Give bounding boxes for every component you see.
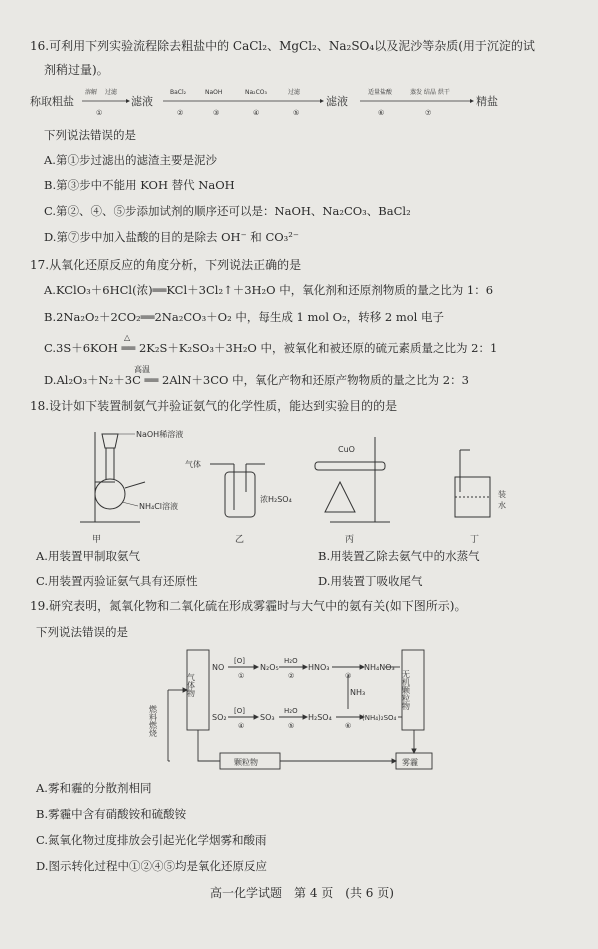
q19-option-d: D.图示转化过程中①②④⑤均是氧化还原反应 xyxy=(36,859,267,873)
flow-mid1: 滤液 xyxy=(131,95,153,108)
label-jia: 甲 xyxy=(92,535,102,545)
node-hno3: HNO₃ xyxy=(308,663,330,672)
q17-option-a: A.KClO₃＋6HCl(浓)══KCl＋3Cl₂↑＋3H₂O 中，氧化剂和还原剂物质的量之比为 1：6 xyxy=(44,283,494,297)
node-so2: SO₂ xyxy=(212,713,227,722)
flow-start: 称取粗盐 xyxy=(30,95,74,108)
q18-option-c: C.用装置丙验证氨气具有还原性 xyxy=(36,574,198,588)
flow-r2: BaCl₂ xyxy=(170,89,187,96)
flow-n2: ② xyxy=(177,109,184,117)
label-yi: 乙 xyxy=(235,535,245,545)
flow-n3: ③ xyxy=(213,109,220,117)
label-gas: 气体 xyxy=(185,460,201,469)
q18-apparatus-figure xyxy=(60,422,520,547)
row1-n1: ① xyxy=(238,672,245,680)
label-h2so4: 浓H₂SO₄ xyxy=(260,495,292,504)
label-water2: 水 xyxy=(498,501,506,510)
gas-box-label: 气体物 xyxy=(186,673,196,697)
q19-option-b: B.雾霾中含有硝酸铵和硫酸铵 xyxy=(36,807,187,821)
inorganic-particle-label: 无机颗粒物 xyxy=(401,670,411,710)
label-water1: 装 xyxy=(498,490,506,499)
label-bing: 丙 xyxy=(345,535,355,545)
haze-label: 雾霾 xyxy=(402,758,418,767)
q17-c-condition: △ xyxy=(124,333,131,342)
node-n2o5: N₂O₅ xyxy=(260,663,279,672)
row1-h2o: H₂O xyxy=(284,657,298,665)
q19-prompt: 下列说法错误的是 xyxy=(36,625,128,639)
fuel-combustion-label: 燃料燃烧 xyxy=(148,705,158,737)
q19-stem: 19.研究表明，氮氧化物和二氧化硫在形成雾霾时与大气中的氨有关(如下图所示)。 xyxy=(30,599,467,613)
label-nh4cl: NH₄Cl溶液 xyxy=(139,502,179,511)
node-nh3: NH₃ xyxy=(350,688,366,697)
row2-ox: [O] xyxy=(234,707,245,715)
q16-stem-line1: 16.可利用下列实验流程除去粗盐中的 CaCl₂、MgCl₂、Na₂SO₄以及泥沙等杂质(用于沉淀的试 xyxy=(30,39,535,53)
q18-stem: 18.设计如下装置制氨气并验证氨气的化学性质，能达到实验目的的是 xyxy=(30,399,398,413)
node-nh42so4: (NH₄)₂SO₄ xyxy=(362,714,397,722)
flow-r7: 蒸发 结晶 烘干 xyxy=(410,89,450,96)
q16-option-b: B.第③步中不能用 KOH 替代 NaOH xyxy=(44,178,235,192)
node-h2so4: H₂SO₄ xyxy=(308,713,332,722)
flow-r5: 过滤 xyxy=(288,89,301,96)
label-cuo: CuO xyxy=(338,445,355,454)
label-naoh: NaOH稀溶液 xyxy=(136,430,184,439)
q19-haze-diagram xyxy=(150,645,440,775)
flow-r6: 适量盐酸 xyxy=(368,89,393,96)
row2-n4: ④ xyxy=(238,722,245,730)
q17-option-d: D.Al₂O₃＋N₂＋3C ══ 2AlN＋3CO 中，氧化产物和还原产物物质的量之比为 2：3 xyxy=(44,373,469,387)
flow-end: 精盐 xyxy=(476,95,498,108)
row1-n3: ③ xyxy=(345,672,352,680)
q16-flow-diagram xyxy=(30,84,510,120)
q17-d-condition: 高温 xyxy=(134,365,150,374)
q18-option-a: A.用装置甲制取氨气 xyxy=(36,549,140,563)
label-ding: 丁 xyxy=(470,535,480,545)
q19-option-c: C.氮氧化物过度排放会引起光化学烟雾和酸雨 xyxy=(36,833,267,847)
q16-option-c: C.第②、④、⑤步添加试剂的顺序还可以是：NaOH、Na₂CO₃、BaCl₂ xyxy=(44,204,411,218)
q17-option-c: C.3S＋6KOH ══ 2K₂S＋K₂SO₃＋3H₂O 中，被氧化和被还原的硫元素质量之比为 2：1 xyxy=(44,341,498,355)
row1-n2: ② xyxy=(288,672,295,680)
q17-stem: 17.从氧化还原反应的角度分析，下列说法正确的是 xyxy=(30,258,302,272)
q16-stem-line2: 剂稍过量)。 xyxy=(44,63,109,77)
page-footer: 高一化学试题 第 4 页 (共 6 页) xyxy=(210,886,394,900)
q18-option-d: D.用装置丁吸收尾气 xyxy=(318,574,423,588)
q18-option-b: B.用装置乙除去氨气中的水蒸气 xyxy=(318,549,480,563)
flow-num1: ① xyxy=(96,109,103,117)
flow-n4: ④ xyxy=(253,109,260,117)
q19-option-a: A.雾和霾的分散剂相同 xyxy=(36,781,152,795)
row2-n5: ⑤ xyxy=(288,722,295,730)
q17-option-b: B.2Na₂O₂＋2CO₂══2Na₂CO₃＋O₂ 中，每生成 1 mol O₂，转移 2 mol 电子 xyxy=(44,310,444,324)
node-no: NO xyxy=(212,663,225,672)
row2-n6: ⑥ xyxy=(345,722,352,730)
q16-option-a: A.第①步过滤出的滤渣主要是泥沙 xyxy=(44,153,217,167)
node-nh4no3: NH₄NO₃ xyxy=(364,663,395,672)
flow-n6: ⑥ xyxy=(378,109,385,117)
row1-ox: [O] xyxy=(234,657,245,665)
flow-n5: ⑤ xyxy=(293,109,300,117)
flow-r4: Na₂CO₃ xyxy=(245,89,267,96)
q16-prompt: 下列说法错误的是 xyxy=(44,128,136,142)
q16-option-d: D.第⑦步中加入盐酸的目的是除去 OH⁻ 和 CO₃²⁻ xyxy=(44,230,299,244)
node-so3: SO₃ xyxy=(260,713,275,722)
row2-h2o: H₂O xyxy=(284,707,298,715)
flow-mid2: 滤液 xyxy=(326,95,348,108)
flow-step1-top: 溶解 xyxy=(85,89,98,96)
flow-n7: ⑦ xyxy=(425,109,432,117)
flow-step1-top2: 过滤 xyxy=(105,89,118,96)
apparatus-ding xyxy=(455,450,490,517)
flow-r3: NaOH xyxy=(205,89,223,96)
particle-label: 颗粒物 xyxy=(234,758,258,767)
apparatus-yi xyxy=(210,464,265,517)
apparatus-jia xyxy=(80,432,145,522)
